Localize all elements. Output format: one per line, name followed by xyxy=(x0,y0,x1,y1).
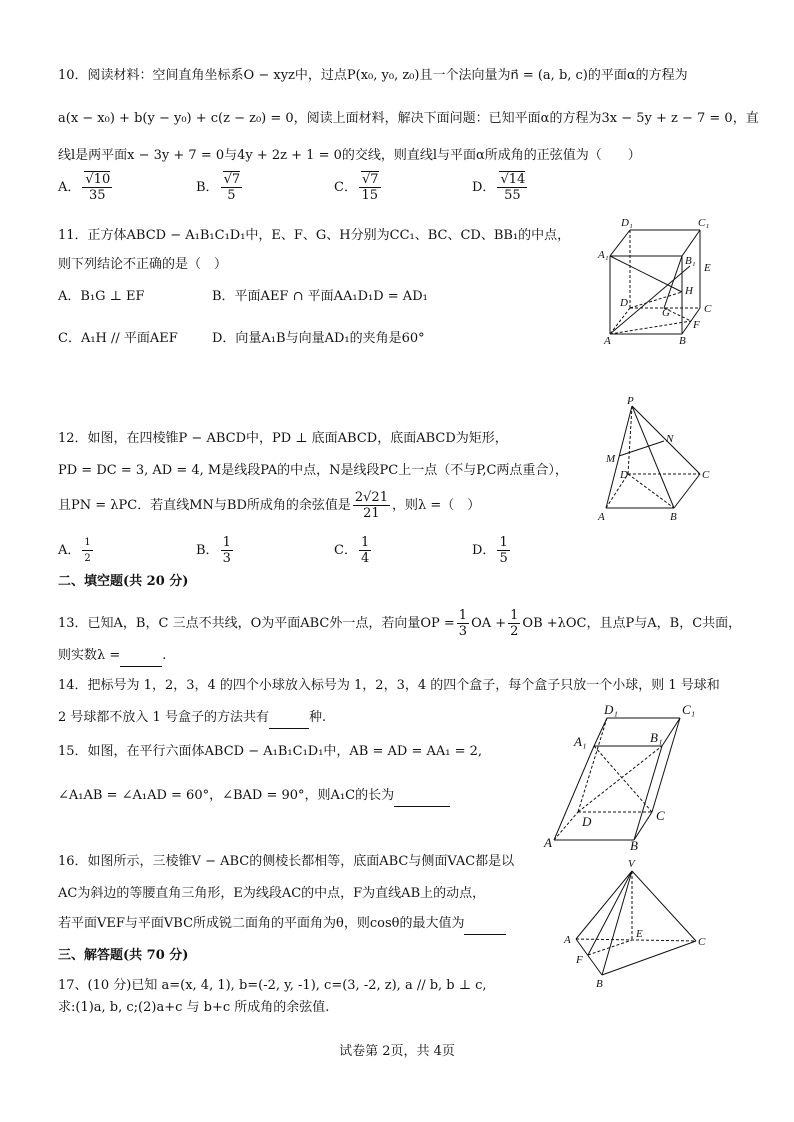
q10-line1: 10．阅读材料：空间直角坐标系O − xyz中，过点P(x₀, y₀, z₀)且一个法向量为n⃗ = (a, b, c)的平面α的方程为 xyxy=(58,68,688,83)
q12-option-b: B． $\frac{1}{3}$ xyxy=(196,535,231,566)
q16-line2: AC为斜边的等腰直角三角形，E为线段AC的中点，F为直线AB上的动点， xyxy=(58,886,486,901)
q12-line2: PD = DC = 3, AD = 4, M是线段PA的中点，N是线段PC上一点（不与P,C两点重合）， xyxy=(58,463,568,478)
label-a: A xyxy=(544,835,552,850)
section-answer-heading: 三、解答题(共 70 分) xyxy=(58,948,189,963)
q13-line2: 则实数λ = . xyxy=(58,646,166,667)
q17-line1: 17、(10 分)已知 a=(x, 4, 1), b=(-2, y, -1), c=(3, -2, z), a // b, b ⊥ c, xyxy=(58,978,487,993)
q11-option-d: D．向量A₁B与向量AD₁的夹角是60° xyxy=(212,331,425,346)
q15-line2: ∠A₁AB = ∠A₁AD = 60°，∠BAD = 90°，则A₁C的长为 xyxy=(58,786,450,807)
label-e: E xyxy=(636,928,643,940)
q15-line1: 15．如图，在平行六面体ABCD − A₁B₁C₁D₁中，AB = AD = AA₁ = 2, xyxy=(58,744,483,759)
label-c1: C₁ xyxy=(698,217,710,229)
label-a: A xyxy=(564,934,571,946)
q12-option-c: C． $\frac{1}{4}$ xyxy=(334,535,370,566)
label-c1: C₁ xyxy=(682,702,696,717)
label-d1: D₁ xyxy=(621,217,633,229)
label-c: C xyxy=(656,808,665,823)
q10-line3: 线l是两平面x − 3y + 7 = 0与4y + 2z + 1 = 0的交线，则直线l与平面α所成角的正弦值为（ ） xyxy=(58,148,641,163)
q17-line2: 求:(1)a, b, c;(2)a+c 与 b+c 所成角的余弦值. xyxy=(58,1000,330,1015)
q16-line1: 16．如图所示，三棱锥V − ABC的侧棱长都相等，底面ABC与侧面VAC都是以 xyxy=(58,854,515,869)
label-b1: B₁ xyxy=(650,730,663,745)
label-d: D xyxy=(620,297,628,309)
q12-line1: 12．如图，在四棱锥P − ABCD中，PD ⊥ 底面ABCD，底面ABCD为矩形， xyxy=(58,431,508,446)
section-fill-in-heading: 二、填空题(共 20 分) xyxy=(58,574,189,589)
label-v: V xyxy=(628,858,635,870)
q16-answer-blank[interactable] xyxy=(464,914,506,935)
q10-line2: a(x − x₀) + b(y − y₀) + c(z − z₀) = 0，阅读上面材料，解决下面问题：已知平面α的方程为3x − 5y + z − 7 = 0，直 xyxy=(58,111,759,126)
q10-option-d: D． $\frac{√14}{55}$ xyxy=(472,172,526,203)
label-d: D xyxy=(620,469,628,481)
q15-answer-blank[interactable] xyxy=(394,786,450,807)
q12-line3: 且PN = λPC．若直线MN与BD所成角的余弦值是 $\frac{2√21}{21}$ ，则λ =（ ） xyxy=(58,490,481,521)
label-e: E xyxy=(704,262,711,274)
label-d: D xyxy=(582,814,592,829)
label-a1: A₁ xyxy=(574,734,587,749)
q10-option-c: C． $\frac{√7}{15}$ xyxy=(334,172,379,203)
q16-line3: 若平面VEF与平面VBC所成锐二面角的平面角为θ，则cosθ的最大值为 xyxy=(58,914,506,935)
q11-option-b: B．平面AEF ∩ 平面AA₁D₁D = AD₁ xyxy=(212,289,428,304)
q11-line2: 则下列结论不正确的是（ ） xyxy=(58,257,228,272)
q14-answer-blank[interactable] xyxy=(269,708,309,729)
q13-line1: 13．已知A，B，C 三点不共线，O为平面ABC外一点，若向量OP = $\frac{1}{3}$ OA + $\frac{1}{2}$ OB +λOC，且点P与A，B，C共面， xyxy=(58,608,742,639)
q15-parallelepiped-figure xyxy=(542,700,712,850)
q11-option-a: A．B₁G ⊥ EF xyxy=(58,289,145,304)
page-footer: 试卷第 2页，共 4页 xyxy=(339,1044,455,1059)
q10-option-a: A． $\frac{√10}{35}$ xyxy=(58,172,111,203)
q12-pyramid-figure xyxy=(594,396,720,524)
q10-option-b: B． $\frac{√7}{5}$ xyxy=(196,172,241,203)
q14-line2: 2 号球都不放入 1 号盒子的方法共有 种. xyxy=(58,708,326,729)
label-b: B xyxy=(630,838,638,850)
label-h: H xyxy=(685,285,693,297)
label-d1: D₁ xyxy=(604,702,618,717)
label-f: F xyxy=(576,954,583,966)
label-g: G xyxy=(662,307,670,319)
q12-option-a: A． $\frac{1}{2}$ xyxy=(58,537,91,564)
label-a: A xyxy=(598,511,605,523)
q13-answer-blank[interactable] xyxy=(120,646,162,667)
label-f: F xyxy=(693,319,700,331)
q11-cube-figure xyxy=(592,216,722,348)
q14-line1: 14．把标号为 1，2，3，4 的四个小球放入标号为 1，2，3，4 的四个盒子，每个盒子只放一个小球，则 1 号球和 xyxy=(58,678,720,693)
label-p: P xyxy=(627,396,634,407)
q11-option-c: C．A₁H // 平面AEF xyxy=(58,331,178,346)
label-c: C xyxy=(702,469,710,481)
label-c: C xyxy=(704,303,712,315)
label-b1: B₁ xyxy=(685,255,696,267)
q12-option-d: D． $\frac{1}{5}$ xyxy=(472,535,508,566)
label-a: A xyxy=(604,335,611,347)
label-b: B xyxy=(596,978,603,990)
label-m: M xyxy=(606,453,616,465)
label-a1: A₁ xyxy=(598,249,609,261)
label-b: B xyxy=(679,335,686,347)
q11-line1: 11．正方体ABCD − A₁B₁C₁D₁中，E、F、G、H分别为CC₁、BC、CD、BB₁的中点， xyxy=(58,228,571,243)
label-b: B xyxy=(670,511,677,523)
q16-tetrahedron-figure xyxy=(560,855,710,990)
label-n: N xyxy=(666,433,674,445)
label-c: C xyxy=(698,936,706,948)
